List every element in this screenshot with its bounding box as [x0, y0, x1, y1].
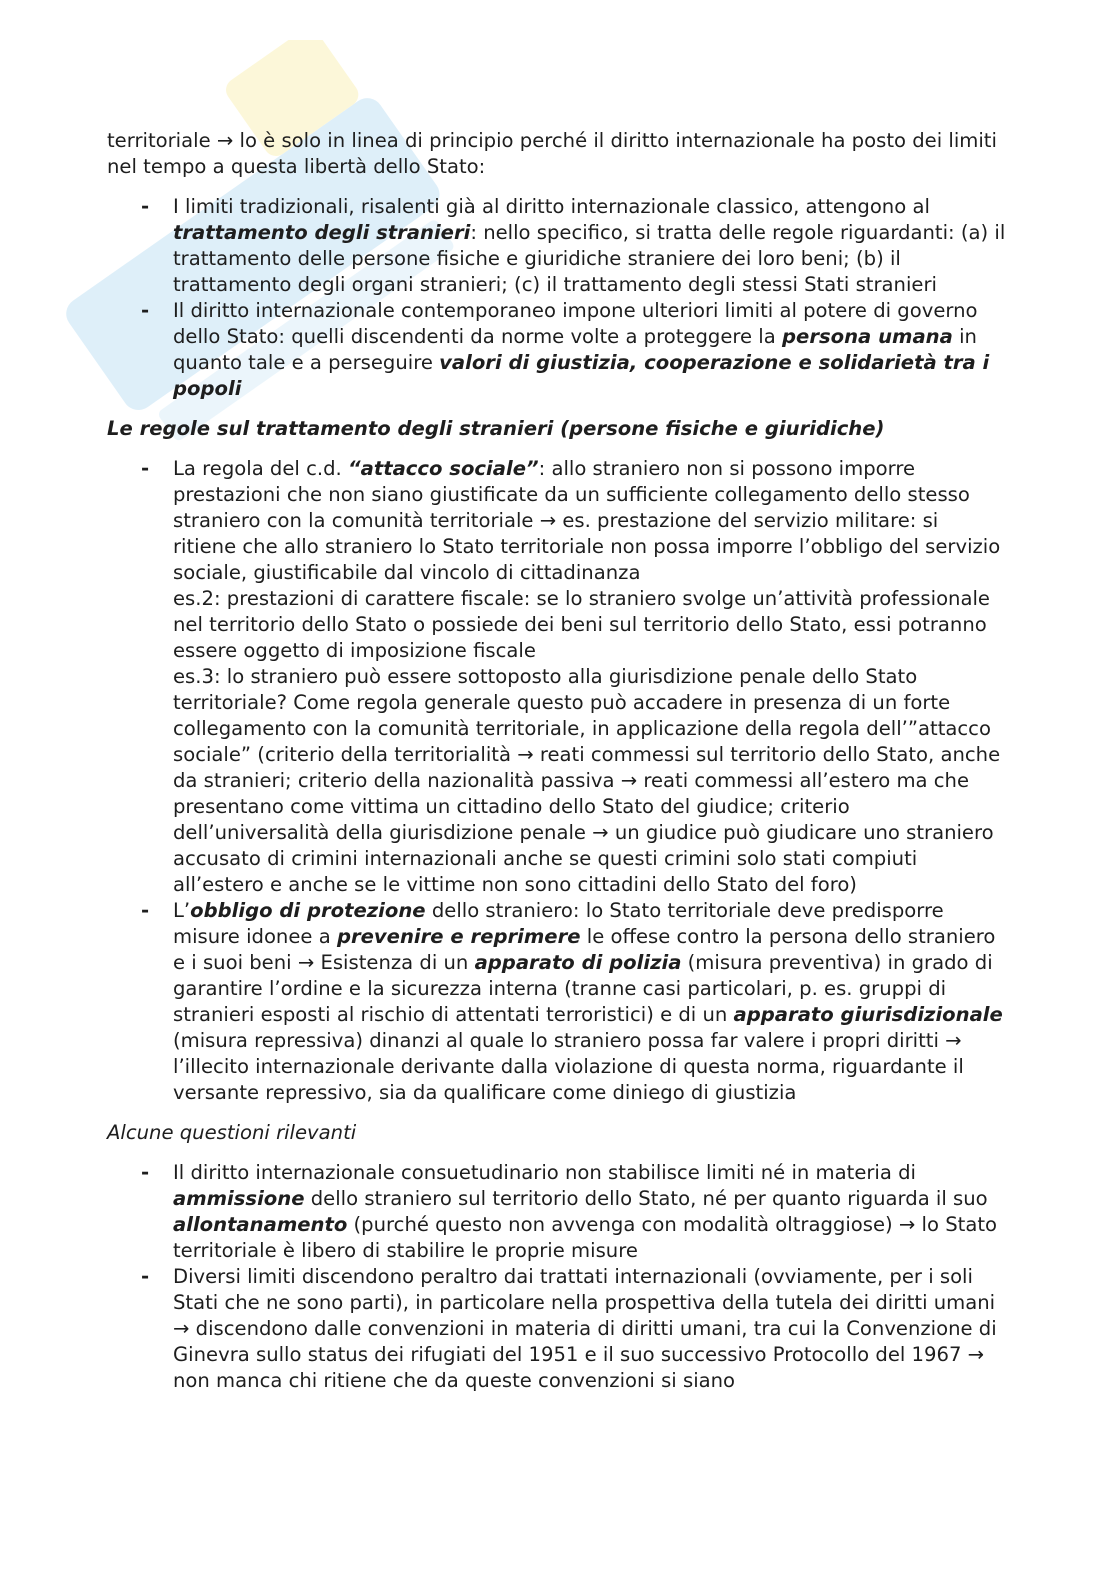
intro-paragraph: territoriale → lo è solo in linea di principio perché il diritto internazionale ha posto dei limiti nel tempo a questa libertà dello Stato: [107, 129, 997, 178]
emphasis: prevenire e reprimere [336, 925, 581, 948]
example-paragraph: es.3: lo straniero può essere sottoposto alla giurisdizione penale dello Stato territoriale? Come regola generale questo può accadere in presenza di un forte collegamento con la comunità territoriale, in applicazione della regola dell’”attacco sociale” (criterio della territorialità → reati commessi sul territorio dello Stato, anche da stranieri; criterio della nazionalità passiva → reati commessi all’estero ma che presentano come vittima un cittadino dello Stato del giudice; criterio dell’universalità della giurisdizione penale → un giudice può giudicare uno straniero accusato di crimini internazionali anche se questi crimini solo stati compiuti all’estero e anche se le vittime non sono cittadini dello Stato del foro) [173, 665, 1001, 896]
subsection-heading: Alcune questioni rilevanti [107, 1121, 357, 1144]
emphasis: persona umana [782, 325, 953, 348]
example-paragraph: es.2: prestazioni di carattere fiscale: se lo straniero svolge un’attività professionale nel territorio dello Stato o possiede dei beni sul territorio dello Stato, essi potranno essere oggetto di imposizione fiscale [173, 587, 990, 662]
emphasis: apparato giurisdizionale [733, 1003, 1003, 1026]
emphasis: allontanamento [173, 1213, 348, 1236]
document-page [107, 128, 1007, 1394]
emphasis: valori di giustizia, cooperazione e solidarietà tra i popoli [173, 351, 990, 400]
emphasis: trattamento degli stranieri [173, 221, 471, 244]
section-heading: Le regole sul trattamento degli stranieri (persone fisiche e giuridiche) [107, 417, 885, 440]
list-item: - L’obbligo di protezione dello straniero: lo Stato territoriale deve predisporre misure idonee a prevenire e reprimere le offese contro la persona dello straniero e i suoi beni → Esistenza di un apparato di polizia (misura preventiva) in grado di garantire l’ordine e la sicurezza interna (tranne casi particolari, p. es. gruppi di stranieri esposti al rischio di attentati terroristici) e di un apparato giurisdizionale (misura repressiva) dinanzi al quale lo straniero possa far valere i propri diritti → l’illecito internazionale derivante dalla violazione di questa norma, riguardante il versante repressivo, sia da qualificare come diniego di giustizia [173, 898, 1007, 1106]
list-item: - I limiti tradizionali, risalenti già al diritto internazionale classico, attengono al trattamento degli stranieri: nello specifico, si tratta delle regole riguardanti: (a) il trattamento delle persone fisiche e giuridiche straniere dei loro beni; (b) il trattamento degli organi stranieri; (c) il trattamento degli stessi Stati stranieri [173, 194, 1007, 298]
questions-list [107, 1160, 1007, 1394]
limits-list [107, 194, 1007, 402]
list-item: - Il diritto internazionale contemporaneo impone ulteriori limiti al potere di governo dello Stato: quelli discendenti da norme volte a proteggere la persona umana in quanto tale e a perseguire valori di giustizia, cooperazione e solidarietà tra i popoli [173, 298, 1007, 402]
emphasis: “attacco sociale” [348, 457, 539, 480]
emphasis: apparato di polizia [474, 951, 682, 974]
emphasis: obbligo di protezione [190, 899, 426, 922]
list-item: - Diversi limiti discendono peraltro dai trattati internazionali (ovviamente, per i soli Stati che ne sono parti), in particolare nella prospettiva della tutela dei diritti umani → discendono dalle convenzioni in materia di diritti umani, tra cui la Convenzione di Ginevra sullo status dei rifugiati del 1951 e il suo successivo Protocollo del 1967 → non manca chi ritiene che da queste convenzioni si siano [173, 1264, 1007, 1394]
rules-list [107, 456, 1007, 1106]
list-item: - La regola del c.d. “attacco sociale”: allo straniero non si possono imporre prestazioni che non siano giustificate da un sufficiente collegamento dello stesso straniero con la comunità territoriale → es. prestazione del servizio militare: si ritiene che allo straniero lo Stato territoriale non possa imporre l’obbligo del servizio sociale, giustificabile dal vincolo di cittadinanza es.2: prestazioni di carattere fiscale: se lo straniero svolge un’attività professionale nel territorio dello Stato o possiede dei beni sul territorio dello Stato, essi potranno essere oggetto di imposizione fiscale es.3: lo straniero può essere sottoposto alla giurisdizione penale dello Stato territoriale? Come regola generale questo può accadere in presenza di un forte collegamento con la comunità territoriale, in applicazione della regola dell’”attacco sociale” (criterio della territorialità → reati commessi sul territorio dello Stato, anche da stranieri; criterio della nazionalità passiva → reati commessi all’estero ma che presentano come vittima un cittadino dello Stato del giudice; criterio dell’universalità della giurisdizione penale → un giudice può giudicare uno straniero accusato di crimini internazionali anche se questi crimini solo stati compiuti all’estero e anche se le vittime non sono cittadini dello Stato del foro) [173, 456, 1007, 898]
list-item: - Il diritto internazionale consuetudinario non stabilisce limiti né in materia di ammissione dello straniero sul territorio dello Stato, né per quanto riguarda il suo allontanamento (purché questo non avvenga con modalità oltraggiose) → lo Stato territoriale è libero di stabilire le proprie misure [173, 1160, 1007, 1264]
emphasis: ammissione [173, 1187, 305, 1210]
